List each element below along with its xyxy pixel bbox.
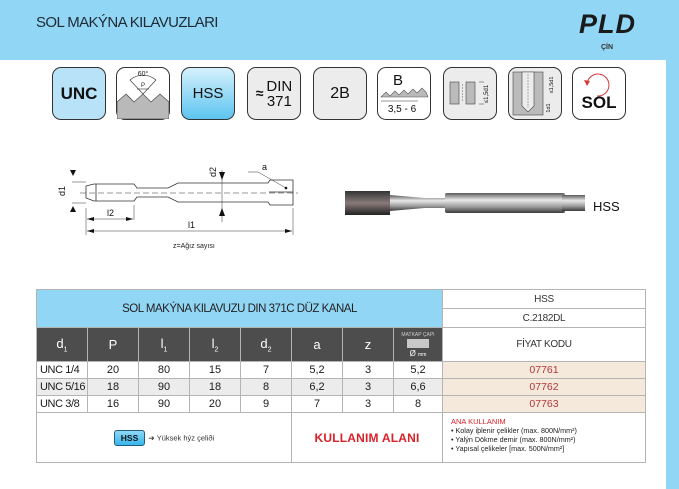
tolerance-label: 2B bbox=[330, 84, 350, 102]
col-header-a: a bbox=[292, 328, 343, 362]
through-hole-graphic bbox=[444, 68, 496, 119]
left-hand-rotation-icon bbox=[572, 67, 626, 120]
product-photo bbox=[340, 185, 590, 220]
d2-label: d2 bbox=[208, 166, 218, 177]
drawing-caption: z=Ağız sayısı bbox=[173, 243, 215, 250]
col-header-l1: $l_1$ bbox=[139, 328, 190, 362]
col-header-d1: $d_1$ bbox=[37, 328, 88, 362]
angle-label: 60° bbox=[137, 71, 149, 78]
origin-label: ÇİN bbox=[601, 44, 614, 51]
pitch-label: P bbox=[140, 83, 146, 89]
price-code: 07763 bbox=[443, 396, 646, 413]
photo-material-label: HSS bbox=[593, 199, 620, 214]
col-header-d2: $d_2$ bbox=[241, 328, 292, 362]
d1-label: d1 bbox=[57, 185, 67, 196]
thread-profile-icon bbox=[116, 67, 170, 120]
through-hole-icon bbox=[443, 67, 497, 120]
hss-chip: HSS bbox=[114, 430, 145, 446]
din-standard-icon bbox=[247, 67, 301, 120]
hss-icon bbox=[181, 67, 235, 120]
col-header-z: z bbox=[343, 328, 394, 362]
spec-table bbox=[36, 289, 646, 463]
unc-label: UNC bbox=[60, 83, 98, 103]
tolerance-icon bbox=[313, 67, 367, 120]
din-number: 371 bbox=[266, 92, 292, 110]
usage-area-label: KULLANIM ALANI bbox=[314, 430, 420, 445]
tool-code-cell: C.2182DL bbox=[443, 309, 646, 328]
blind-hole-sub-label: 1d1 bbox=[546, 103, 552, 113]
l1-label: l1 bbox=[188, 220, 196, 230]
hss-label: HSS bbox=[192, 85, 224, 102]
right-stripe bbox=[666, 0, 679, 489]
unc-icon bbox=[52, 67, 106, 120]
price-code: 07762 bbox=[443, 379, 646, 396]
through-hole-label: ≤1,5d1 bbox=[484, 84, 490, 104]
l2-label: l2 bbox=[107, 208, 115, 218]
din-label: DIN bbox=[266, 77, 293, 95]
blind-hole-depth-label: ≤1,5d1 bbox=[549, 76, 555, 94]
legend-arrow-icon: ➔ bbox=[148, 433, 157, 442]
price-code: 07761 bbox=[443, 362, 646, 379]
col-header-p: P bbox=[88, 328, 139, 362]
table-title: SOL MAKÝNA KILAVUZU DIN 371C DÜZ KANAL bbox=[37, 290, 443, 328]
a-label: a bbox=[262, 162, 268, 172]
price-header: FİYAT KODU bbox=[443, 328, 646, 362]
usage-area-cell bbox=[292, 413, 443, 463]
usage-item: • Yalýn Dökme demir (max. 800N/mm²) bbox=[451, 435, 576, 444]
page-title: SOL MAKÝNA KILAVUZLARI bbox=[36, 14, 218, 31]
table-row: UNC 1/4 20 80 15 7 5,2 3 5,2 07761 bbox=[37, 362, 646, 379]
blind-hole-graphic bbox=[509, 68, 561, 119]
chamfer-range: 3,5 - 6 bbox=[387, 104, 417, 115]
col-header-drill-diameter: MATKAP ÇAPI Ø mm bbox=[394, 328, 443, 362]
material-cell: HSS bbox=[443, 290, 646, 309]
material-legend bbox=[37, 413, 292, 463]
brand-logo: PLD bbox=[579, 9, 636, 39]
legend-text: Yüksek hýz çeliði bbox=[156, 433, 215, 442]
approx-symbol: ≈ bbox=[255, 85, 264, 101]
table-row: UNC 5/16 18 90 18 8 6,2 3 6,6 07762 bbox=[37, 379, 646, 396]
thread-profile-graphic bbox=[117, 68, 169, 119]
usage-title: ANA KULLANIM bbox=[451, 417, 506, 426]
rotation-label: SOL bbox=[581, 93, 617, 112]
chamfer-form-label: B bbox=[392, 72, 404, 89]
chamfer-icon bbox=[377, 67, 431, 120]
col-header-l2: $l_2$ bbox=[190, 328, 241, 362]
usage-item: • Yapısal çelikeler [max. 500N/mm²] bbox=[451, 444, 565, 453]
usage-item: • Kolay iþlenir çelikler (max. 800N/mm²) bbox=[451, 426, 577, 435]
chamfer-graphic bbox=[378, 68, 430, 119]
table-row: UNC 3/8 16 90 20 9 7 3 8 07763 bbox=[37, 396, 646, 413]
blind-hole-icon bbox=[508, 67, 562, 120]
usage-list bbox=[443, 413, 646, 463]
